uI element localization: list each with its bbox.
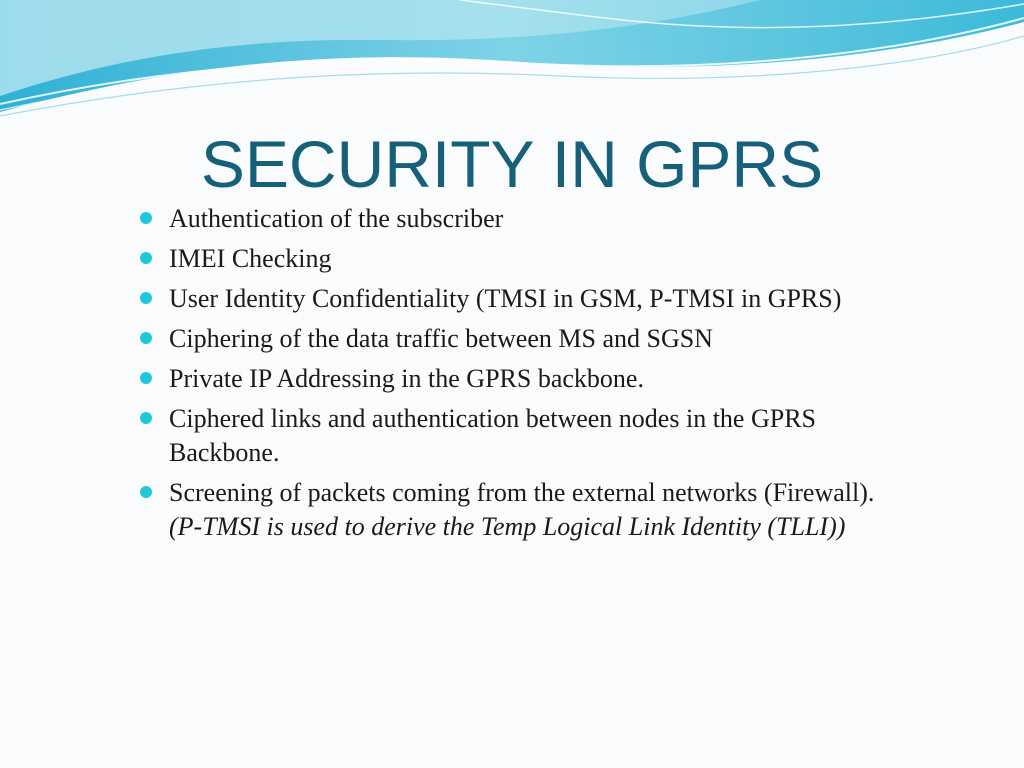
bullet-item — [140, 476, 900, 544]
slide-title: SECURITY IN GPRS — [200, 127, 824, 201]
bullet-item — [140, 402, 900, 470]
bullet-item — [140, 202, 900, 236]
bullet-text: Private IP Addressing in the GPRS backbone. — [169, 364, 644, 393]
bullet-text: User Identity Confidentiality (TMSI in GSM, P-TMSI in GPRS) — [169, 284, 842, 313]
bullet-icon — [140, 252, 152, 264]
bullet-italic-note: (P-TMSI is used to derive the Temp Logical Link Identity (TLLI)) — [169, 512, 846, 541]
bullet-text: Screening of packets coming from the external networks (Firewall). — [169, 478, 875, 507]
bullet-icon — [140, 292, 152, 304]
bullet-item — [140, 322, 900, 356]
bullet-item — [140, 282, 900, 316]
bullet-icon — [140, 212, 152, 224]
bullet-icon — [140, 412, 152, 424]
bullet-icon — [140, 332, 152, 344]
bullet-text: Ciphered links and authentication between nodes in the GPRS Backbone. — [169, 404, 816, 467]
bullet-text: Authentication of the subscriber — [169, 204, 504, 233]
bullet-item — [140, 242, 900, 276]
bullet-list — [140, 202, 900, 550]
bullet-item — [140, 362, 900, 396]
bullet-icon — [140, 372, 152, 384]
bullet-text: Ciphering of the data traffic between MS and SGSN — [169, 324, 713, 353]
header-wave-decoration — [0, 0, 1024, 140]
bullet-text: IMEI Checking — [169, 244, 332, 273]
bullet-icon — [140, 486, 152, 498]
